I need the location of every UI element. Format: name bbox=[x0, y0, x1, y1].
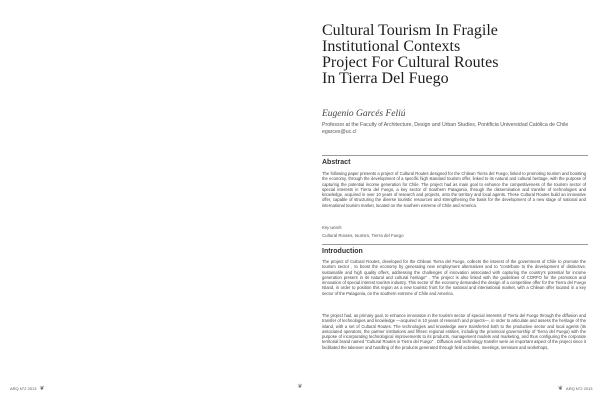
title-line: In Tierra Del Fuego bbox=[322, 70, 449, 87]
divider bbox=[322, 244, 588, 245]
footer-right bbox=[558, 385, 593, 392]
center-ornament-icon: ❦ bbox=[297, 384, 303, 390]
footer-issue: ARQ N°2 2013 bbox=[566, 386, 593, 391]
title-line: Institutional Contexts bbox=[322, 38, 461, 55]
paper-title bbox=[322, 23, 582, 87]
ornament-icon: ❦ bbox=[39, 386, 45, 392]
keywords-label: Key words bbox=[322, 225, 342, 230]
title-line: Project For Cultural Routes bbox=[322, 54, 499, 71]
affiliation-line: Professor at the Faculty of Architecture, Design and Urban Studies, Pontificia Universidad Católica de Chile bbox=[322, 122, 569, 128]
author-affiliation bbox=[322, 122, 592, 136]
keywords-text: Cultural Routes, tourism, Tierra del Fuego bbox=[322, 233, 404, 238]
footer-left bbox=[10, 385, 45, 392]
ornament-icon: ❦ bbox=[558, 386, 564, 392]
divider bbox=[322, 155, 588, 156]
abstract-text: The following paper presents a project of Cultural Routes designed for the Chilean Tierra del Fuego, linked to promoting tourism and boosting the economy, through the development of a specific high standard tourism offer, linked to its natural and cultural heritage, with the purpose of capturing the potential income generation for Chile. The project had as main goal to enhance the competitiveness of the tourism sector of special interests in Tierra del Fuego, a key sector of Southern Patagonia, through the dissemination and transfer of technologies and knowledge, acquired in over 10 years of research and projects, onto the territory and local agents. These Cultural Routes build an innovative offer, capable of structuring the diverse touristic resources and strengthening the basis for the development of a new stage of national and international tourism market, located on the southern extreme of Chile and America. bbox=[322, 171, 586, 208]
abstract-heading: Abstract bbox=[322, 159, 351, 166]
author-email: egarces@uc.cl bbox=[322, 129, 357, 135]
author-name: Eugenio Garcés Feliú bbox=[322, 109, 406, 119]
introduction-heading: Introduction bbox=[322, 248, 363, 255]
introduction-paragraph: The project had, as primary goal, to enhance innovation in the tourism sector of special interests of Tierra del Fuego through the diffusion and transfer of technologies and knowledge —acquired in 10 years of research and projects—, in order to articulate and assess the heritage of the island, with a set of Cultural Routes. The technologies and knowledge were transferred both to the productive sector and local agents (its associated operators, the partner institutions and fifteen regional entities, including the provincial governorship of Tierra del Fuego) with the purpose of incorporating technological improvements to its products, management models and marketing, and thus configuring the corporate territorial brand named "Cultural Routes in Tierra del Fuego" . Diffusion and technology transfer were an important aspect of the project since it facilitated the takeover and handling of the products generated through field activities, meetings, seminars and workshops, bbox=[322, 313, 586, 350]
footer-issue: ARQ N°2 2013 bbox=[10, 386, 37, 391]
title-line: Cultural Tourism In Fragile bbox=[322, 22, 498, 39]
introduction-paragraph: The project of Cultural Routes, developed for the Chilean Tierra del Fuego, collects the interest of the government of Chile to promote the tourism sector , to boost the economy by generating new employment alternatives and to "contribute to the development of distinctive, sustainable and high quality offers, addressing the challenges of innovation associated with capturing the country's potential for income generation present in its natural and cultural heritage" . The project is also linked with the guidelines of CORFO for the promotion and innovation of special interest tourism industry. This sector of the economy demanded the design of a competitive offer for the Tierra del Fuego Island, in order to position this region as a new touristic front for the national and international market, with a Chilean offer located in a key sector of the Patagonia, on the southern extreme of Chile and America. bbox=[322, 259, 586, 296]
